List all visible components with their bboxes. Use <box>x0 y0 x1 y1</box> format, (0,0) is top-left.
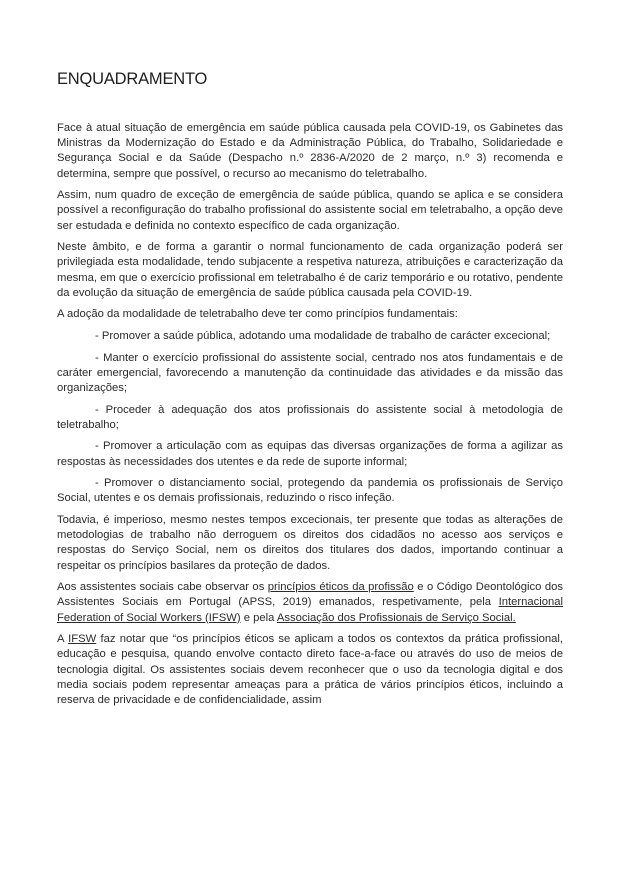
ifsw-link[interactable]: Internacional Federation of Social Workers (IFSW) <box>57 596 563 624</box>
paragraph-ethics <box>57 580 563 626</box>
ethics-text-2: e o Código Deontológico dos Assistentes Sociais em Portugal (APSS, 2019) emanados, respetivamente, pela <box>57 581 563 609</box>
principle-item: - Promover a saúde pública, adotando uma modalidade de trabalho de carácter excecional; <box>95 330 551 342</box>
document-body <box>57 121 563 715</box>
paragraph-exception: Assim, num quadro de exceção de emergência de saúde pública, quando se aplica e se considera possível a reconfiguração do trabalho profissional do assistente social em teletrabalho, a opção deve ser estudada e definida no contexto específico de cada organização. <box>57 189 563 232</box>
ethics-text-1: Aos assistentes sociais cabe observar os <box>57 581 268 594</box>
principle-item: - Proceder à adequação dos atos profissionais do assistente social à metodologia de teletrabalho; <box>57 403 563 431</box>
quote-text-2: faz notar que “os princípios éticos se aplicam a todos os contextos da prática profissional, educação e pesquisa, quando envolve contacto direto face-a-face ou através do uso de meios de tecnologia digital. Os assistentes sociais devem reconhecer que o uso da tecnologia digital e dos media sociais podem representar ameaças para a prática de vários princípios éticos, incluindo a reserva de privacidade e de confidencialidade, assim <box>57 633 563 706</box>
quote-text-1: A <box>57 633 69 646</box>
paragraph-rights: Todavia, é imperioso, mesmo nestes tempos excecionais, ter presente que todas as alterações de metodologias de trabalho não derroguem os direitos dos cidadãos no acesso aos serviços e respostas do Serviço Social, nem os direitos dos titulares dos dados, importando continuar a respeitar os princípios basilares da proteção de dados. <box>57 513 563 572</box>
principle-item: - Promover a articulação com as equipas das diversas organizações de forma a agilizar as respostas às necessidades dos utentes e da rede de suporte informal; <box>57 440 563 468</box>
ethical-principles-link[interactable]: princípios éticos da profissão <box>267 581 414 594</box>
paragraph-principles-intro: A adoção da modalidade de teletrabalho deve ter como princípios fundamentais: <box>57 308 458 321</box>
apss-link[interactable]: Associação dos Profissionais de Serviço Social. <box>276 611 516 624</box>
principle-item: - Promover o distanciamento social, protegendo da pandemia os profissionais de Serviço Social, utentes e os demais profissionais, reduzindo o risco infeção. <box>57 477 563 505</box>
paragraph-ifsw-quote <box>57 632 563 708</box>
principle-item: - Manter o exercício profissional do assistente social, centrado nos atos fundamentais e de caráter emergencial, favorecendo a manutenção da continuidade das atividades e da missão das organizações; <box>57 351 563 394</box>
section-heading: ENQUADRAMENTO <box>57 70 208 88</box>
paragraph-context: Face à atual situação de emergência em saúde pública causada pela COVID-19, os Gabinetes das Ministras da Modernização do Estado e da Administração Pública, do Trabalho, Solidariedade e Segurança Social e da Saúde (Despacho n.º 2836-A/2020 de 2 março, n.º 3) recomenda e determina, sempre que possível, o recurso ao mecanismo do teletrabalho. <box>57 122 563 180</box>
ethics-text-3: e pela <box>240 611 277 624</box>
paragraph-scope: Neste âmbito, e de forma a garantir o normal funcionamento de cada organização poderá ser privilegiada esta modalidade, tendo subjacente a respetiva natureza, atribuições e caracterização da mesma, em que o exercício profissional em teletrabalho é de cariz temporário e ou rotativo, pendente da evolução da situação de emergência de saúde pública causada pela COVID-19. <box>57 241 563 299</box>
ifsw-short-link[interactable]: IFSW <box>68 633 97 646</box>
